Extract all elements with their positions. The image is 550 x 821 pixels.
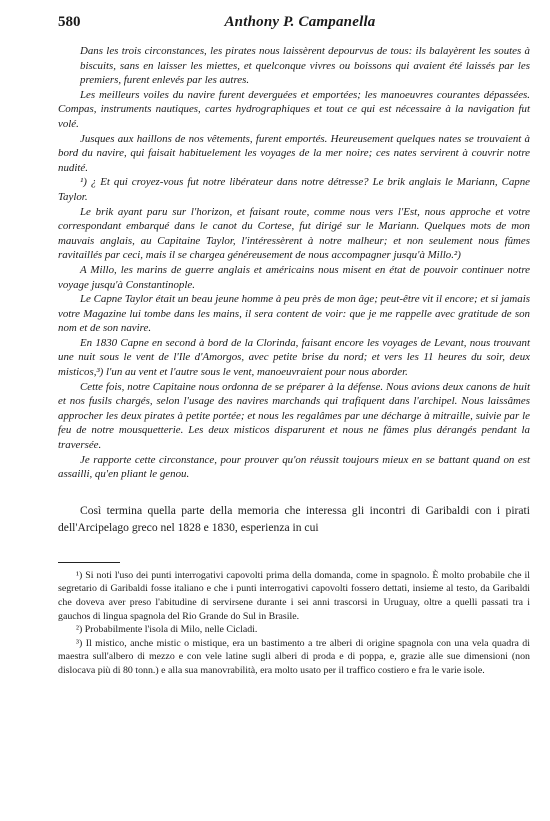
footnotes (58, 569, 530, 678)
quote-paragraph: Cette fois, notre Capitaine nous ordonna de se préparer à la défense. Nous avions deux canons de huit et nos fusils chargés, selon l'usage des navires marchands qui trafiquent dans l'archipel. Nous laissâmes approcher les deux pirates à petite portée; et nous les regalâmes par une décharge à mitraille, suivie par le feu de notre mousquetterie. Les deux misticos disparurent et nous ne fâmes plus dérangés pendant la traversée. (58, 380, 530, 452)
body-text (58, 502, 530, 536)
footnote: ²) Probabilmente l'isola di Milo, nelle Cicladi. (76, 624, 258, 636)
page-number: 580 (58, 14, 81, 30)
quote-paragraph: Dans les trois circonstances, les pirates nous laissèrent depourvus de tous: ils balayèrent les soutes à biscuits, sans en laisser les miettes, et quelconque vivres ou boissons qui avaient été laissés par les premiers, furent enlevés par les autres. (80, 45, 530, 87)
footnote: ¹) Si noti l'uso dei punti interrogativi capovolti prima della domanda, come in spagnolo. È molto probabile che il segretario di Garibaldi fosse italiano e che i punti interrogativi capovolti fossero dettati, insieme al testo, da Garibaldi che doveva aver preso l'abitudine di servirsene durante i sei anni trascorsi in Uruguay, oltre a quelli passati tra i gauchos di lingua spagnola del Rio Grande do Sul in Brasile. (58, 569, 530, 622)
page-header (58, 14, 530, 44)
footnote-rule (58, 562, 120, 563)
quote-paragraph: Je rapporte cette circonstance, pour prouver qu'on réussit toujours mieux en se battant quand on est assailli, qu'en pliant le genou. (58, 453, 530, 481)
quoted-letter (58, 44, 530, 482)
quote-paragraph: Les meilleurs voiles du navire furent deverguées et emportées; les manoeuvres courantes dépassées. Compas, instruments nautiques, cartes hydrographiques et tout ce qui est nécessaire à la navigation fut volé. (58, 88, 530, 130)
running-head: Anthony P. Campanella (224, 14, 376, 30)
quote-paragraph: A Millo, les marins de guerre anglais et américains nous misent en état de pouvoir continuer notre voyage jusqu'à Constantinople. (58, 263, 530, 291)
quote-paragraph: Jusques aux haillons de nos vêtements, furent emportés. Heureusement quelques nates se trouvaient à bord du navire, qui faisait habituelement les voyages de la mer noire; ces nates servirent à couvrir notre nudité. (58, 132, 530, 174)
quote-paragraph: ¹) ¿ Et qui croyez-vous fut notre libérateur dans notre détresse? Le brik anglais le Mariann, Capne Taylor. (58, 176, 530, 203)
quote-paragraph: Le Capne Taylor était un beau jeune homme à peu près de mon âge; peut-être vit il encore; et si jamais votre Magazine lui tombe dans les mains, il sera content de voir: que je me rappelle avec gratitude de son nom et de son navire. (58, 293, 530, 335)
quote-paragraph: En 1830 Capne en second à bord de la Clorinda, faisant encore les voyages de Levant, nous trouvant une nuit sous le vent de l'Ile d'Amorgos, avec petite brise du nord; et vers les 11 heures du soir, deux misticos,³) l'un au vent et l'autre sous le vent, manoeuvraient pour nous aborder. (58, 336, 530, 379)
body-paragraph: Così termina quella parte della memoria che interessa gli incontri di Garibaldi con i pirati dell'Arcipelago greco nel 1828 e 1830, esperienza in cui (58, 503, 530, 534)
footnote: ³) Il mistico, anche mistic o mistique, era un bastimento a tre alberi di origine spagnola con una vela quadra di maestra sull'albero di mezzo e con vele latine sugli alberi di proda e di poppa, e, grazie alle sue dimensioni (non dislocava più di 80 tonn.) e alla sua manovrabilità, era molto usato per il traffico costiero e fra le varie isole. (58, 637, 530, 676)
quote-paragraph: Le brik ayant paru sur l'horizon, et faisant route, comme nous vers l'Est, nous approche et votre correspondant embarqué dans le canot du Cortese, fut dirigé sur le Mariann. Quelques mots de mon mauvais anglais, au Capitaine Taylor, l'intéressèrent à notre malheur; et non seulement nous fûmes ravitaillés par ceci, mais il se chargea généreusement de nous accompagner jusqu'à Millo.²) (58, 205, 530, 262)
